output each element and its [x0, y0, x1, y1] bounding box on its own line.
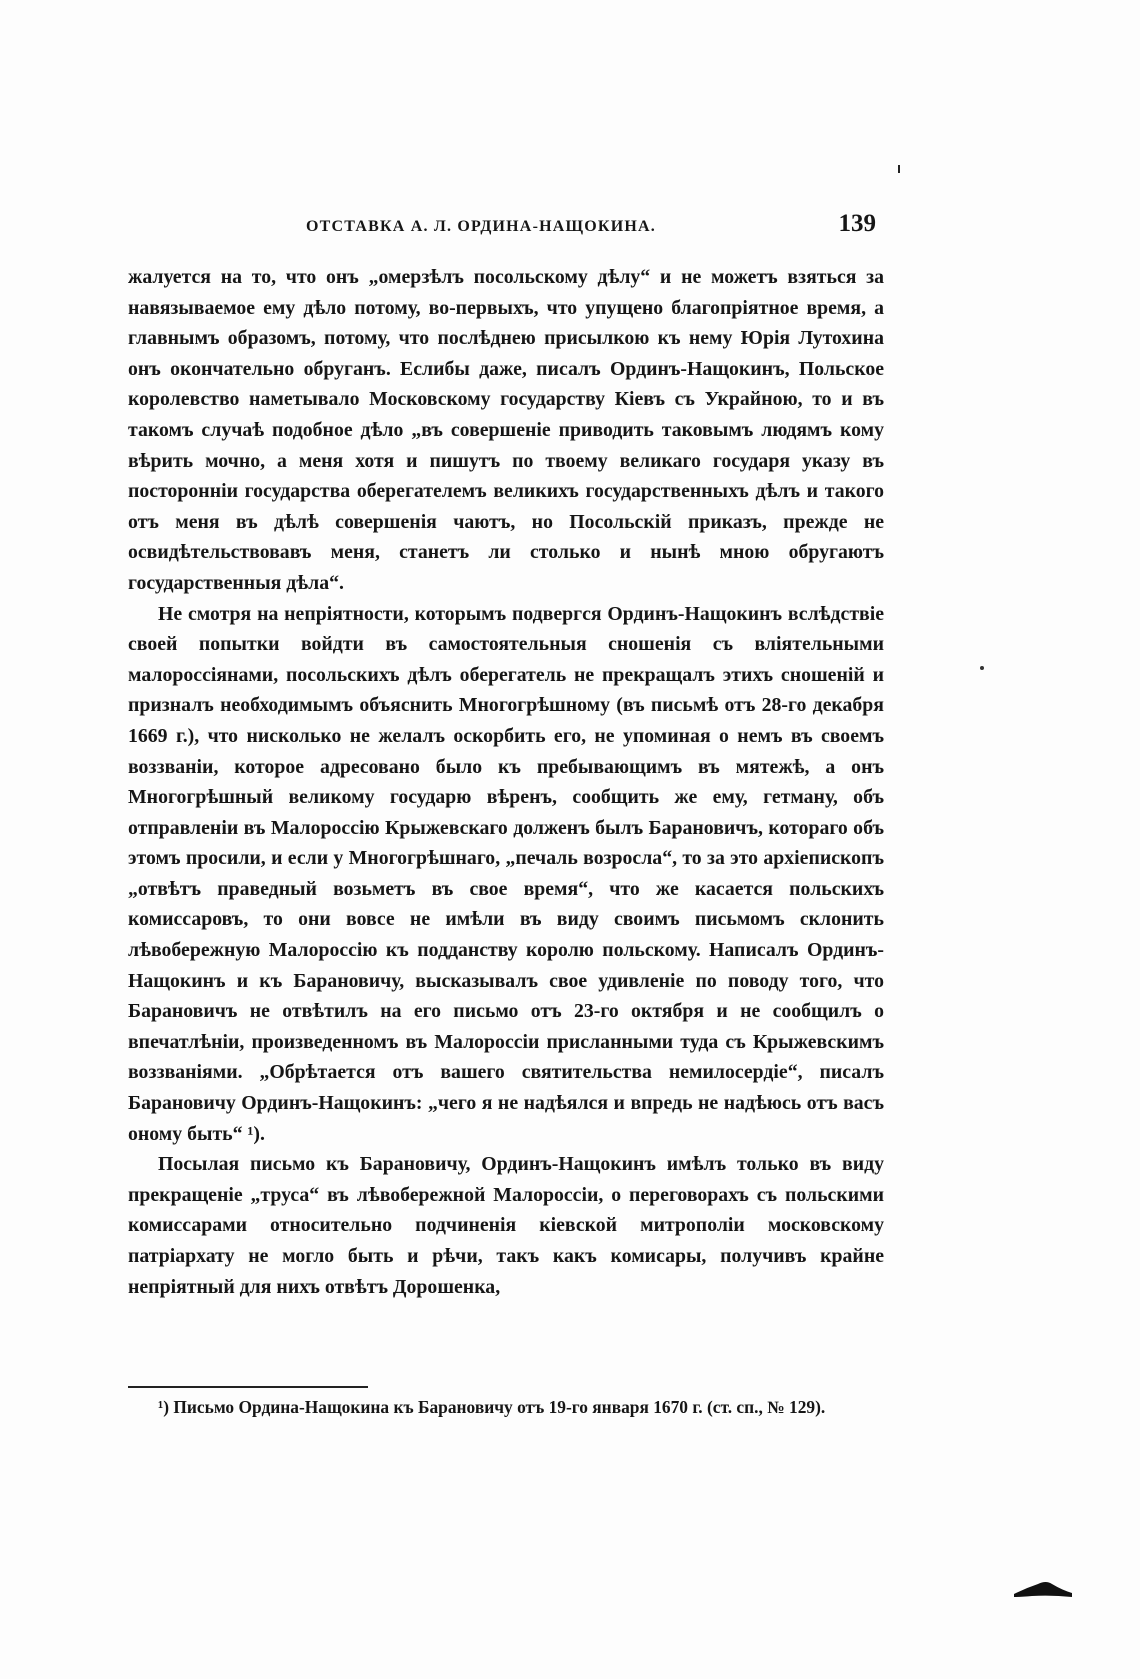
- paragraph: Посылая письмо къ Барановичу, Ординъ-Нащокинъ имѣлъ только въ виду прекращеніе „труса“ въ лѣвобережной Малороссіи, о переговорахъ съ польскими комиссарами относительно подчиненія кіевской митрополіи московскому патріархату не могло быть и рѣчи, такъ какъ комисары, получивъ крайне непріятный для нихъ отвѣтъ Дорошенка,: [128, 1153, 884, 1298]
- page-header: [128, 206, 884, 246]
- scan-speck: [898, 165, 900, 173]
- paragraph: Не смотря на непріятности, которымъ подвергся Ординъ-Нащокинъ вслѣдствіе своей попытки войдти въ самостоятельныя сношенія съ вліятельными малороссіянами, посольскихъ дѣлъ оберегатель не прекращалъ этихъ сношеній и призналъ необходимымъ объяснить Многогрѣшному (въ письмѣ отъ 28-го декабря 1669 г.), что нисколько не желалъ оскорбить его, не упоминая о немъ въ своемъ воззваніи, которое адресовано было къ пребывающимъ въ мятежѣ, а онъ Многогрѣшный великому государю вѣренъ, сообщить же ему, гетману, объ отправленіи въ Малороссію Крыжевскаго долженъ былъ Барановичъ, котораго объ этомъ просили, и если у Многогрѣшнаго, „печаль возросла“, то за это архіепископъ „отвѣтъ праведный возьметъ въ свое время“, что же касается польскихъ комиссаровъ, то они вовсе не имѣли въ виду своимъ письмомъ склонить лѣвобережную Малороссію къ подданству королю польскому. Написалъ Ординъ-Нащокинъ и къ Барановичу, высказывалъ свое удивленіе по поводу того, что Барановичъ не отвѣтилъ на его письмо отъ 23-го октября и не сообщилъ о впечатлѣніи, произведенномъ въ Малороссіи присланными туда съ Крыжевскимъ воззваніями. „Обрѣтается отъ вашего святительства немилосердіе“, писалъ Барановичу Ординъ-Нащокинъ: „чего я не надѣялся и впредь не надѣюсь отъ васъ оному быть“ ¹).: [128, 602, 884, 1145]
- scan-blot-mark: [1012, 1578, 1074, 1600]
- page-number: 139: [838, 210, 876, 237]
- body-text: [128, 262, 884, 1302]
- scan-dot: [980, 666, 984, 670]
- paragraph: жалуется на то, что онъ „омерзѣлъ посольскому дѣлу“ и не можетъ взяться за навязываемое ему дѣло потому, во-первыхъ, что упущено благопріятное время, а главнымъ образомъ, потому, что послѣднею присылкою къ нему Юрія Лутохина онъ окончательно обруганъ. Еслибы даже, писалъ Ординъ-Нащокинъ, Польское королевство наметывало Московскому государству Кіевъ съ Украйною, то и въ такомъ случаѣ подобное дѣло „въ совершеніе приводить таковымъ людямъ кому вѣрить мочно, а меня хотя и пишутъ по твоему великаго государя указу въ посторонніи государства оберегателемъ великихъ государственныхъ дѣлъ и такого отъ меня въ дѣлѣ совершенія чаютъ, но Посольскій приказъ, прежде не освидѣтельствовавъ меня, станетъ ли столько и нынѣ мною обругаютъ государственныя дѣла“.: [128, 266, 884, 594]
- footnote-divider: [128, 1386, 368, 1388]
- running-head: ОТСТАВКА А. Л. ОРДИНА-НАЩОКИНА.: [306, 218, 656, 235]
- footnote: ¹) Письмо Ордина-Нащокина къ Барановичу отъ 19-го января 1670 г. (ст. сп., № 129).: [158, 1397, 826, 1417]
